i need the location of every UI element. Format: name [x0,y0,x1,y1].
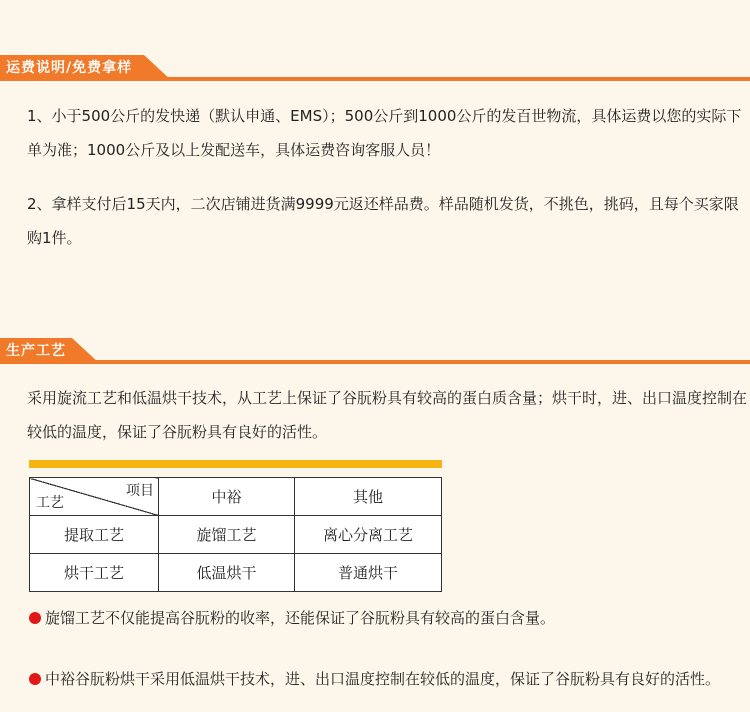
process-intro: 采用旋流工艺和低温烘干技术，从工艺上保证了谷朊粉具有较高的蛋白质含量；烘干时，进、出口温度控制在较低的温度，保证了谷朊粉具有良好的活性。 [27,389,748,441]
process-note-1 [29,607,555,629]
column-header: 其他 [295,478,442,516]
table-accent-bar [29,460,442,468]
note-text: 中裕谷朊粉烘干采用低温烘干技术，进、出口温度控制在较低的温度，保证了谷朊粉具有良好的活性。 [45,670,721,688]
process-comparison-table [29,477,442,592]
corner-label-item: 项目 [126,483,154,499]
table-cell: 低温烘干 [159,554,295,592]
process-note-2 [29,668,720,690]
note-text: 旋馏工艺不仅能提高谷朊粉的收率，还能保证了谷朊粉具有较高的蛋白含量。 [45,609,556,627]
table-cell: 普通烘干 [295,554,442,592]
process-section-header [0,338,750,364]
shipping-section-header [0,55,750,81]
section-underline [0,360,750,364]
bullet-icon [29,612,41,624]
row-label: 烘干工艺 [30,554,159,592]
section-title: 生产工艺 [6,343,66,359]
shipping-note-1: 1、小于500公斤的发快递（默认申通、EMS）；500公斤到1000公斤的发百世物流，具体运费以您的实际下单为准；1000公斤及以上发配送车，具体运费咨询客服人员！ [27,107,742,159]
table-row [30,554,442,592]
bullet-icon [29,673,41,685]
table-cell: 旋馏工艺 [159,516,295,554]
section-title: 运费说明/免费拿样 [6,60,133,76]
table-header-row [30,478,442,516]
shipping-note-2: 2、拿样支付后15天内，二次店铺进货满9999元返还样品费。样品随机发货，不挑色，挑码，且每个买家限购1件。 [27,195,739,247]
table-cell: 离心分离工艺 [295,516,442,554]
table-corner-cell [30,478,159,516]
corner-label-process: 工艺 [36,495,64,511]
row-label: 提取工艺 [30,516,159,554]
column-header: 中裕 [159,478,295,516]
table-row [30,516,442,554]
